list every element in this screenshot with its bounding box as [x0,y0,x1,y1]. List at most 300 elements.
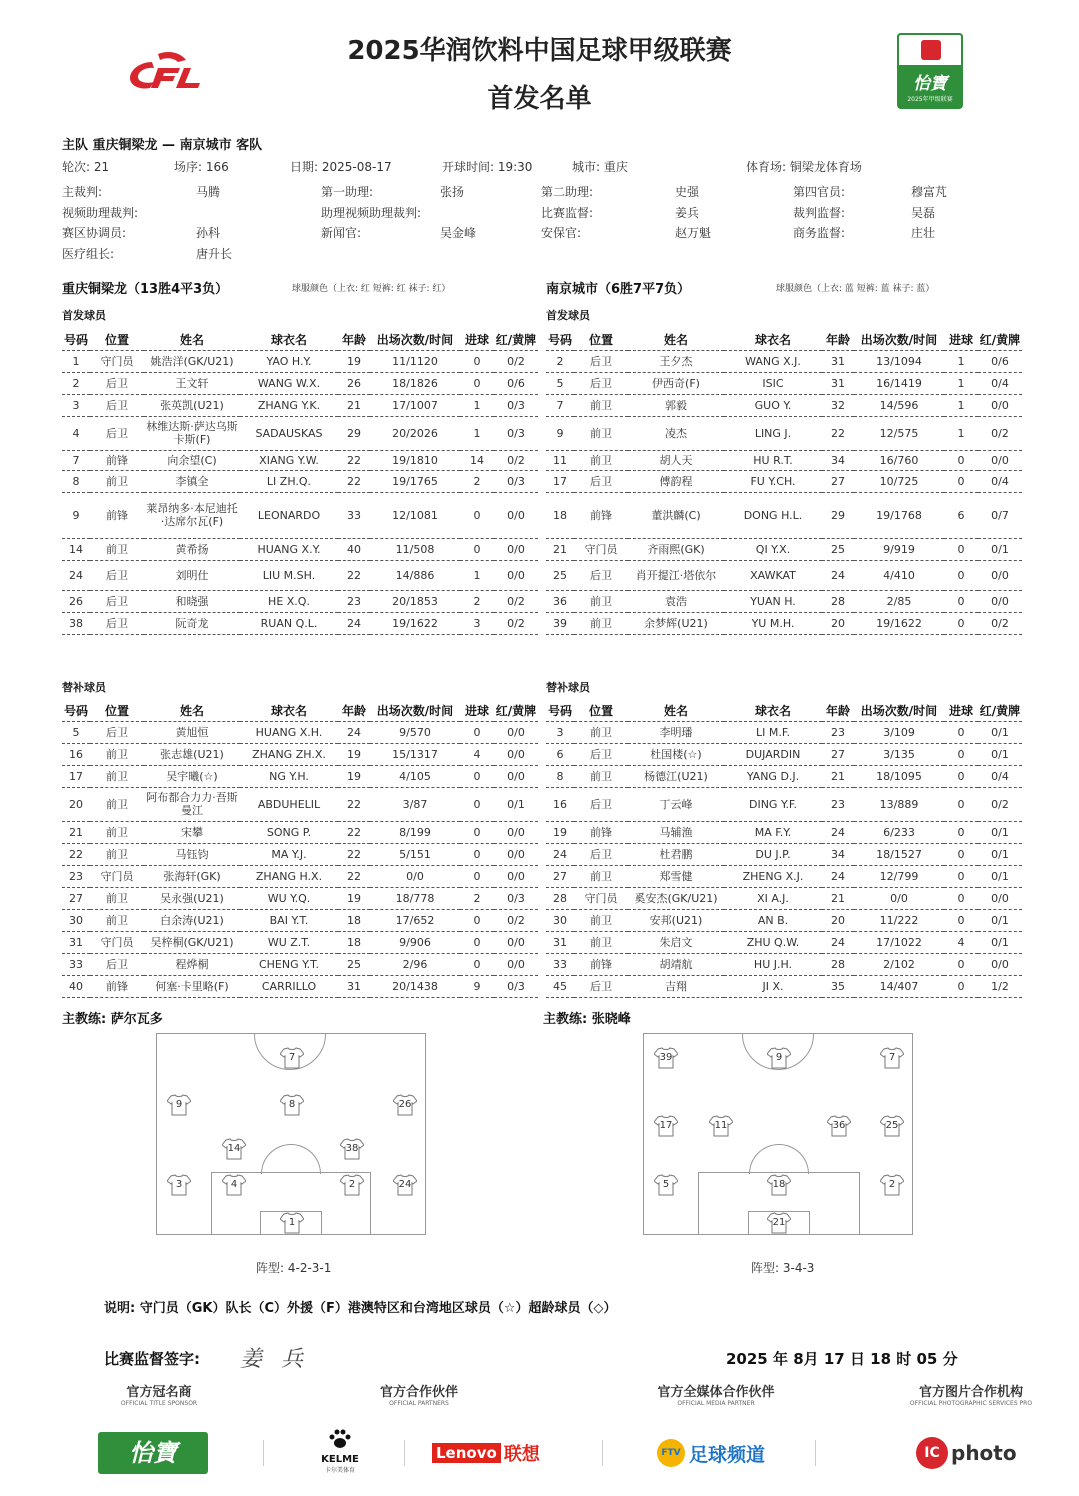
cell-goals: 4 [944,931,978,953]
cell-apps-minutes: 20/1438 [370,975,460,997]
cell-apps-minutes: 13/1094 [854,350,944,372]
shirt-number: 9 [175,1099,183,1110]
cell-cards: 0/7 [978,492,1022,538]
cell-goals: 0 [944,765,978,787]
cell-age: 20 [822,909,854,931]
official-label: 助理视频助理裁判: [321,206,422,220]
divider [404,1440,405,1466]
cell-position: 前卫 [90,470,144,492]
cell-cards: 0/1 [978,931,1022,953]
cell-name: 马钰钧 [144,843,240,865]
cell-apps-minutes: 19/1768 [854,492,944,538]
cell-apps-minutes: 9/919 [854,538,944,560]
cell-shirt-name: RUAN Q.L. [240,612,338,634]
cell-cards: 0/3 [494,416,538,450]
cell-age: 40 [338,538,370,560]
cell-number: 33 [62,953,90,975]
cell-number: 5 [62,721,90,743]
cell-apps-minutes: 12/799 [854,865,944,887]
home-formation-pitch [156,1033,426,1235]
cell-goals: 0 [944,887,978,909]
cell-cards: 0/6 [978,350,1022,372]
player-row [546,350,1022,372]
cell-name: 张海轩(GK) [144,865,240,887]
cell-goals: 1 [460,394,494,416]
cell-shirt-name: FU Y.CH. [724,470,822,492]
cell-goals: 4 [460,743,494,765]
column-header-goals: 进球 [460,330,494,350]
column-header-age: 年龄 [338,330,370,350]
cell-name: 吉翔 [628,975,724,997]
cell-shirt-name: SONG P. [240,821,338,843]
away-formation: 阵型: 3-4-3 [751,1261,815,1275]
cell-position: 前卫 [90,765,144,787]
cell-cards: 0/6 [494,372,538,394]
cell-shirt-name: ISIC [724,372,822,394]
away-starters-title: 首发球员 [546,309,590,322]
signature-date: 2025 年 8月 17 日 18 时 05 分 [726,1350,958,1368]
cell-age: 27 [822,743,854,765]
official-label: 赛区协调员: [62,226,127,240]
cell-number: 22 [62,843,90,865]
cell-shirt-name: LI ZH.Q. [240,470,338,492]
cell-age: 19 [338,887,370,909]
cell-shirt-name: WANG X.J. [724,350,822,372]
cell-name: 齐雨熙(GK) [628,538,724,560]
column-header-name: 姓名 [628,330,724,350]
cell-shirt-name: ZHU Q.W. [724,931,822,953]
cell-goals: 0 [460,909,494,931]
cell-goals: 0 [460,538,494,560]
player-shirt [880,1047,904,1069]
player-row [546,821,1022,843]
player-shirt [767,1174,791,1196]
cell-goals: 0 [460,843,494,865]
column-header-position: 位置 [90,330,144,350]
official-label: 安保官: [541,226,582,240]
player-row [62,721,538,743]
cell-cards: 0/0 [494,843,538,865]
cell-age: 32 [822,394,854,416]
official-value: 唐升长 [196,247,233,261]
official-label: 第四官员: [793,185,846,199]
cell-apps-minutes: 15/1317 [370,743,460,765]
player-row [62,887,538,909]
cell-number: 24 [62,560,90,590]
cell-name: 和晓强 [144,590,240,612]
cell-number: 21 [546,538,574,560]
column-header-shirt-name: 球衣名 [724,701,822,721]
away-coach: 主教练: 张晓峰 [543,1012,631,1027]
player-row [62,909,538,931]
cell-age: 21 [822,887,854,909]
cell-name: 何塞·卡里略(F) [144,975,240,997]
cell-apps-minutes: 20/2026 [370,416,460,450]
cell-name: 袁浩 [628,590,724,612]
cell-position: 后卫 [90,372,144,394]
cell-goals: 0 [460,721,494,743]
cell-name: 刘明仕 [144,560,240,590]
cell-position: 守门员 [90,350,144,372]
cell-name: 王文轩 [144,372,240,394]
cell-cards: 0/0 [494,743,538,765]
cell-name: 吴宇曦(☆) [144,765,240,787]
column-header-cards: 红/黄牌 [494,701,538,721]
cell-age: 21 [822,765,854,787]
cell-name: 郭毅 [628,394,724,416]
player-row [62,450,538,470]
icphoto-logo: IC photo [916,1436,1017,1470]
cell-shirt-name: LEONARDO [240,492,338,538]
cell-number: 23 [62,865,90,887]
cell-shirt-name: HUANG X.Y. [240,538,338,560]
cell-apps-minutes: 18/1095 [854,765,944,787]
signature-label: 比赛监督签字: [104,1350,200,1368]
cell-cards: 0/1 [978,821,1022,843]
cell-number: 36 [546,590,574,612]
cell-number: 14 [62,538,90,560]
cell-goals: 0 [460,931,494,953]
cell-position: 前卫 [574,909,628,931]
cell-apps-minutes: 3/135 [854,743,944,765]
shirt-number: 2 [888,1179,896,1190]
cell-goals: 1 [944,394,978,416]
player-shirt [340,1138,364,1160]
cell-age: 22 [338,821,370,843]
player-row [546,931,1022,953]
cell-cards: 0/3 [494,470,538,492]
divider [815,1440,816,1466]
cell-shirt-name: DING Y.F. [724,787,822,821]
cell-position: 后卫 [90,721,144,743]
kelme-logo: KELME 卡尔美体育 [314,1428,366,1474]
signature: 姜 兵 [240,1347,309,1372]
divider [263,1440,264,1466]
column-header-position: 位置 [574,701,628,721]
cell-cards: 0/3 [494,975,538,997]
away-subs-title: 替补球员 [546,681,590,694]
cell-apps-minutes: 4/105 [370,765,460,787]
cell-number: 20 [62,787,90,821]
cell-name: 吴永强(U21) [144,887,240,909]
cell-number: 19 [546,821,574,843]
cell-shirt-name: ZHANG ZH.X. [240,743,338,765]
player-shirt [222,1174,246,1196]
cell-name: 凌杰 [628,416,724,450]
cell-shirt-name: SADAUSKAS [240,416,338,450]
player-row [546,743,1022,765]
cell-shirt-name: HE X.Q. [240,590,338,612]
cell-shirt-name: YU M.H. [724,612,822,634]
cell-age: 22 [338,560,370,590]
home-starters-table [62,330,538,635]
cell-goals: 14 [460,450,494,470]
cell-age: 26 [338,372,370,394]
cell-goals: 0 [460,953,494,975]
cell-cards: 0/1 [494,787,538,821]
cell-position: 前卫 [574,765,628,787]
cell-cards: 0/0 [978,394,1022,416]
player-shirt [222,1138,246,1160]
cell-cards: 0/0 [494,721,538,743]
cell-cards: 0/0 [978,560,1022,590]
cell-number: 33 [546,953,574,975]
cell-number: 28 [546,887,574,909]
home-kit-colors: 球服颜色（上衣: 红 短裤: 红 袜子: 红） [292,284,451,294]
cell-number: 18 [546,492,574,538]
sponsor-media: 官方全媒体合作伙伴 OFFICIAL MEDIA PARTNER [657,1385,775,1407]
cell-name: 杜国楼(☆) [628,743,724,765]
cell-shirt-name: CARRILLO [240,975,338,997]
table-header-row [62,701,538,721]
round: 轮次: 21 [62,160,110,174]
column-header-name: 姓名 [144,701,240,721]
official-label: 医疗组长: [62,247,115,261]
cell-goals: 0 [944,538,978,560]
official-label: 比赛监督: [541,206,594,220]
official-value: 庄壮 [911,226,936,240]
cell-goals: 0 [944,787,978,821]
cell-position: 前卫 [90,887,144,909]
cell-apps-minutes: 16/1419 [854,372,944,394]
cell-position: 前锋 [574,953,628,975]
cell-apps-minutes: 3/109 [854,721,944,743]
player-row [546,721,1022,743]
player-row [546,372,1022,394]
cell-name: 黄旭恒 [144,721,240,743]
cell-age: 31 [338,975,370,997]
shirt-number: 18 [772,1179,786,1190]
player-row [62,953,538,975]
cell-cards: 0/0 [494,931,538,953]
column-header-age: 年龄 [338,701,370,721]
cell-age: 22 [338,470,370,492]
cell-goals: 1 [944,416,978,450]
player-row [62,538,538,560]
cell-age: 18 [338,909,370,931]
cell-cards: 0/1 [978,909,1022,931]
cell-cards: 0/0 [494,865,538,887]
cell-cards: 0/2 [978,612,1022,634]
cell-number: 27 [62,887,90,909]
cell-number: 11 [546,450,574,470]
lenovo-logo: Lenovo 联想 [432,1441,540,1465]
cell-number: 2 [62,372,90,394]
cell-position: 前卫 [90,743,144,765]
cell-name: 郑雪健 [628,865,724,887]
cell-number: 4 [62,416,90,450]
player-row [62,470,538,492]
official-label: 第一助理: [321,185,374,199]
yibao-logo: 怡寶 2025年甲级联赛 [897,33,963,109]
cell-goals: 0 [944,721,978,743]
cell-number: 7 [62,450,90,470]
shirt-number: 38 [345,1143,359,1154]
cell-number: 30 [62,909,90,931]
match-date: 日期: 2025-08-17 [290,160,392,174]
cell-apps-minutes: 9/906 [370,931,460,953]
cell-age: 22 [338,787,370,821]
cell-position: 前卫 [90,821,144,843]
cell-name: 傅韵程 [628,470,724,492]
shirt-number: 36 [832,1120,846,1131]
cell-age: 23 [822,787,854,821]
cell-name: 程烨桐 [144,953,240,975]
cell-shirt-name: DUJARDIN [724,743,822,765]
city: 城市: 重庆 [572,160,628,174]
player-row [62,787,538,821]
cell-number: 26 [62,590,90,612]
shirt-number: 1 [288,1217,296,1228]
cell-goals: 0 [944,470,978,492]
cell-apps-minutes: 2/102 [854,953,944,975]
cell-position: 后卫 [90,590,144,612]
cell-name: 张志雄(U21) [144,743,240,765]
table-header-row [546,701,1022,721]
player-row [62,590,538,612]
cell-name: 白余涛(U21) [144,909,240,931]
player-row [546,953,1022,975]
home-coach: 主教练: 萨尔瓦多 [62,1012,163,1027]
away-team-name: 南京城市（6胜7平7负） [546,282,691,297]
cell-apps-minutes: 11/222 [854,909,944,931]
column-header-apps-minutes: 出场次数/时间 [370,330,460,350]
cell-age: 19 [338,350,370,372]
player-row [62,743,538,765]
cell-age: 25 [822,538,854,560]
cell-number: 39 [546,612,574,634]
cell-age: 29 [822,492,854,538]
cell-position: 前卫 [574,931,628,953]
cell-shirt-name: AN B. [724,909,822,931]
cell-cards: 0/2 [494,350,538,372]
cell-position: 前卫 [90,909,144,931]
away-formation-pitch [643,1033,913,1235]
cell-apps-minutes: 0/0 [854,887,944,909]
cell-apps-minutes: 5/151 [370,843,460,865]
official-label: 第二助理: [541,185,594,199]
cell-position: 前卫 [574,590,628,612]
player-shirt [340,1174,364,1196]
cell-age: 19 [338,765,370,787]
cell-number: 27 [546,865,574,887]
player-shirt [827,1115,851,1137]
player-row [62,865,538,887]
player-row [62,975,538,997]
cell-apps-minutes: 2/96 [370,953,460,975]
official-label: 新闻官: [321,226,362,240]
home-team-name: 重庆铜梁龙（13胜4平3负） [62,282,229,297]
cell-cards: 0/1 [978,843,1022,865]
player-row [546,865,1022,887]
cell-position: 后卫 [90,560,144,590]
shirt-number: 9 [775,1052,783,1063]
cell-age: 23 [822,721,854,743]
cell-position: 前卫 [90,843,144,865]
cell-age: 22 [338,843,370,865]
cell-apps-minutes: 18/1826 [370,372,460,394]
cell-position: 前卫 [574,721,628,743]
cell-goals: 0 [944,909,978,931]
cell-position: 前锋 [90,450,144,470]
official-label: 商务监督: [793,226,846,240]
cell-goals: 0 [944,821,978,843]
cell-goals: 0 [460,821,494,843]
cell-shirt-name: JI X. [724,975,822,997]
cell-name: 余梦辉(U21) [628,612,724,634]
cell-name: 安邦(U21) [628,909,724,931]
column-header-apps-minutes: 出场次数/时间 [370,701,460,721]
table-header-row [546,330,1022,350]
ftv-logo: FTV 足球频道 [657,1438,765,1468]
player-shirt [280,1094,304,1116]
cell-goals: 1 [460,416,494,450]
column-header-cards: 红/黄牌 [978,330,1022,350]
column-header-cards: 红/黄牌 [494,330,538,350]
official-label: 视频助理裁判: [62,206,139,220]
cell-apps-minutes: 12/575 [854,416,944,450]
cell-number: 16 [62,743,90,765]
cell-apps-minutes: 12/1081 [370,492,460,538]
cell-position: 后卫 [574,743,628,765]
away-starters-table [546,330,1022,635]
column-header-number: 号码 [62,701,90,721]
cell-shirt-name: HU J.H. [724,953,822,975]
cell-shirt-name: HU R.T. [724,450,822,470]
cell-shirt-name: LING J. [724,416,822,450]
player-shirt [767,1212,791,1234]
cell-number: 30 [546,909,574,931]
cell-shirt-name: XIANG Y.W. [240,450,338,470]
cell-position: 后卫 [90,953,144,975]
cell-apps-minutes: 3/87 [370,787,460,821]
shirt-number: 11 [714,1120,728,1131]
cell-apps-minutes: 13/889 [854,787,944,821]
cell-age: 35 [822,975,854,997]
shirt-number: 26 [398,1099,412,1110]
player-row [546,394,1022,416]
cell-name: 胡靖航 [628,953,724,975]
cell-age: 34 [822,843,854,865]
shirt-number: 5 [662,1179,670,1190]
cell-shirt-name: BAI Y.T. [240,909,338,931]
cell-age: 22 [338,450,370,470]
cell-position: 前卫 [574,394,628,416]
cell-age: 28 [822,953,854,975]
cell-number: 7 [546,394,574,416]
cell-apps-minutes: 0/0 [370,865,460,887]
cell-number: 17 [62,765,90,787]
cell-goals: 0 [460,865,494,887]
player-row [62,372,538,394]
column-header-apps-minutes: 出场次数/时间 [854,701,944,721]
cell-goals: 1 [944,350,978,372]
player-row [62,931,538,953]
column-header-number: 号码 [546,701,574,721]
cell-age: 25 [338,953,370,975]
shirt-number: 3 [175,1179,183,1190]
cell-cards: 0/3 [494,394,538,416]
cell-position: 前卫 [574,416,628,450]
cell-shirt-name: WU Y.Q. [240,887,338,909]
column-header-name: 姓名 [144,330,240,350]
cell-cards: 0/0 [494,953,538,975]
cell-position: 后卫 [574,350,628,372]
cell-name: 伊西奇(F) [628,372,724,394]
player-row [546,975,1022,997]
cell-goals: 2 [460,590,494,612]
column-header-position: 位置 [574,330,628,350]
